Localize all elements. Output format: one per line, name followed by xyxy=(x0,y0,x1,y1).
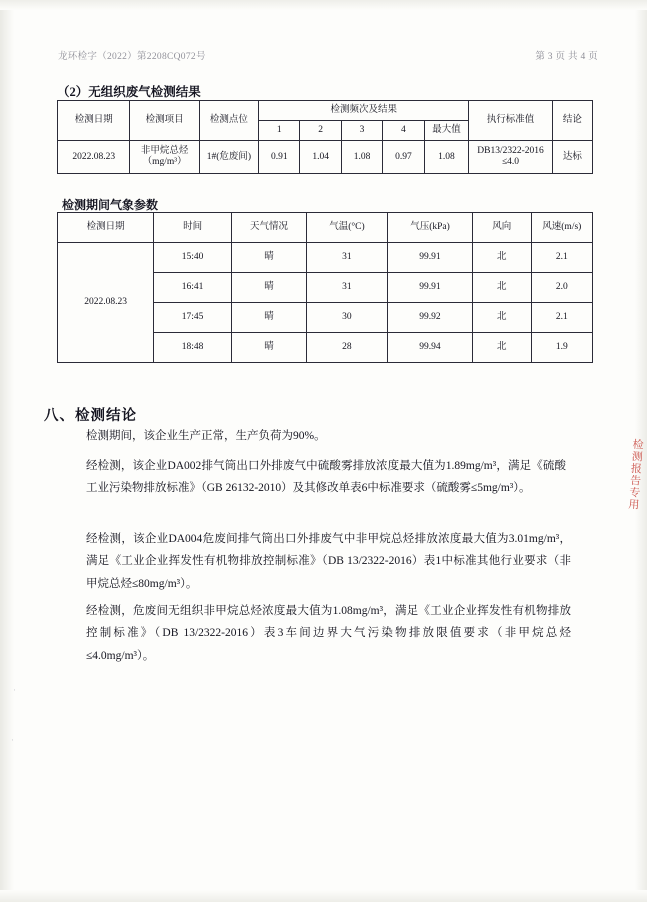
cell-temp: 31 xyxy=(306,243,387,273)
col-temp: 气温(°C) xyxy=(306,213,387,243)
cell-wind-dir: 北 xyxy=(473,303,532,333)
cell-wind-dir: 北 xyxy=(473,273,532,303)
col-pressure: 气压(kPa) xyxy=(387,213,472,243)
cell-f3: 1.08 xyxy=(341,141,382,174)
cell-time: 18:48 xyxy=(154,333,232,363)
col-date: 检测日期 xyxy=(58,101,130,141)
col-weather: 天气情况 xyxy=(232,213,307,243)
conclusion-paragraph-3: 经检测，该企业DA004危废间排气筒出口外排废气中非甲烷总烃排放浓度最大值为3.01mg/m³，满足《工业企业挥发性有机物排放控制标准》（DB 13/2322-2016）表1中标准其他行业要求（非甲烷总烃≤80mg/m³）。 xyxy=(86,533,571,590)
cell-temp: 30 xyxy=(306,303,387,333)
gas-table-title: （2）无组织废气检测结果 xyxy=(57,85,201,99)
page-header xyxy=(58,48,598,62)
col-item: 检测项目 xyxy=(130,101,199,141)
scan-artifact-2: · xyxy=(11,735,14,745)
conclusion-paragraph-2: 经检测，该企业DA002排气筒出口外排废气中硫酸雾排放浓度最大值为1.89mg/m³，满足《硫酸工业污染物排放标准》（GB 26132-2010）及其修改单表6中标准要求（硫酸雾≤5mg/m³）。 xyxy=(86,460,566,495)
col-conclusion: 结论 xyxy=(552,101,592,141)
conclusion-paragraph-4: 经检测，危废间无组织非甲烷总烃浓度最大值为1.08mg/m³，满足《工业企业挥发性有机物排放控制标准》（DB 13/2322-2016）表3车间边界大气污染物排放限值要求（非甲烷总烃≤4.0mg/m³）。 xyxy=(86,605,571,662)
col-f3: 3 xyxy=(341,121,382,141)
cell-pressure: 99.92 xyxy=(387,303,472,333)
cell-wind-speed: 2.1 xyxy=(531,243,592,273)
cell-standard: DB13/2322-2016 ≤4.0 xyxy=(469,141,552,174)
cell-wind-dir: 北 xyxy=(473,243,532,273)
col-max: 最大值 xyxy=(424,121,469,141)
cell-weather: 晴 xyxy=(232,303,307,333)
scan-edge-top xyxy=(0,0,647,10)
scan-edge-left xyxy=(0,0,14,902)
cell-date: 2022.08.23 xyxy=(58,243,154,363)
table-header-row xyxy=(58,101,593,121)
cell-pressure: 99.91 xyxy=(387,243,472,273)
conclusion-paragraph-1: 检测期间，该企业生产正常，生产负荷为90%。 xyxy=(86,430,326,442)
page-number: 第 3 页 共 4 页 xyxy=(535,52,598,62)
col-time: 时间 xyxy=(154,213,232,243)
col-f1: 1 xyxy=(259,121,300,141)
cell-f2: 1.04 xyxy=(300,141,341,174)
col-standard: 执行标准值 xyxy=(469,101,552,141)
unorganized-gas-results-table xyxy=(57,100,593,174)
table-row xyxy=(58,141,593,174)
cell-wind-speed: 2.1 xyxy=(531,303,592,333)
cell-time: 15:40 xyxy=(154,243,232,273)
cell-temp: 28 xyxy=(306,333,387,363)
weather-parameters-table xyxy=(57,212,593,363)
col-wind-dir: 风向 xyxy=(473,213,532,243)
cell-point: 1#(危废间) xyxy=(199,141,258,174)
col-date: 检测日期 xyxy=(58,213,154,243)
scan-edge-bottom xyxy=(0,890,647,902)
cell-time: 17:45 xyxy=(154,303,232,333)
col-wind-speed: 风速(m/s) xyxy=(531,213,592,243)
cell-temp: 31 xyxy=(306,273,387,303)
cell-item: 非甲烷总烃（mg/m³） xyxy=(130,141,199,174)
table-header-row xyxy=(58,213,593,243)
col-point: 检测点位 xyxy=(199,101,258,141)
cell-max: 1.08 xyxy=(424,141,469,174)
cell-conclusion: 达标 xyxy=(552,141,592,174)
cell-date: 2022.08.23 xyxy=(58,141,130,174)
conclusion-heading: 八、检测结论 xyxy=(44,408,137,424)
cell-pressure: 99.91 xyxy=(387,273,472,303)
cell-wind-speed: 2.0 xyxy=(531,273,592,303)
cell-weather: 晴 xyxy=(232,273,307,303)
table-row xyxy=(58,243,593,273)
weather-table-title: 检测期间气象参数 xyxy=(62,198,159,212)
cell-pressure: 99.94 xyxy=(387,333,472,363)
cell-weather: 晴 xyxy=(232,243,307,273)
cell-f1: 0.91 xyxy=(259,141,300,174)
cell-wind-speed: 1.9 xyxy=(531,333,592,363)
scan-artifact-1: · xyxy=(13,685,16,695)
col-f4: 4 xyxy=(383,121,424,141)
report-number: 龙环检字（2022）第2208CQ072号 xyxy=(58,52,206,62)
cell-weather: 晴 xyxy=(232,333,307,363)
col-f2: 2 xyxy=(300,121,341,141)
cell-time: 16:41 xyxy=(154,273,232,303)
col-group: 检测频次及结果 xyxy=(259,101,469,121)
cell-wind-dir: 北 xyxy=(473,333,532,363)
cell-f4: 0.97 xyxy=(383,141,424,174)
red-stamp-annotation: 检测报告专用 xyxy=(626,438,644,511)
